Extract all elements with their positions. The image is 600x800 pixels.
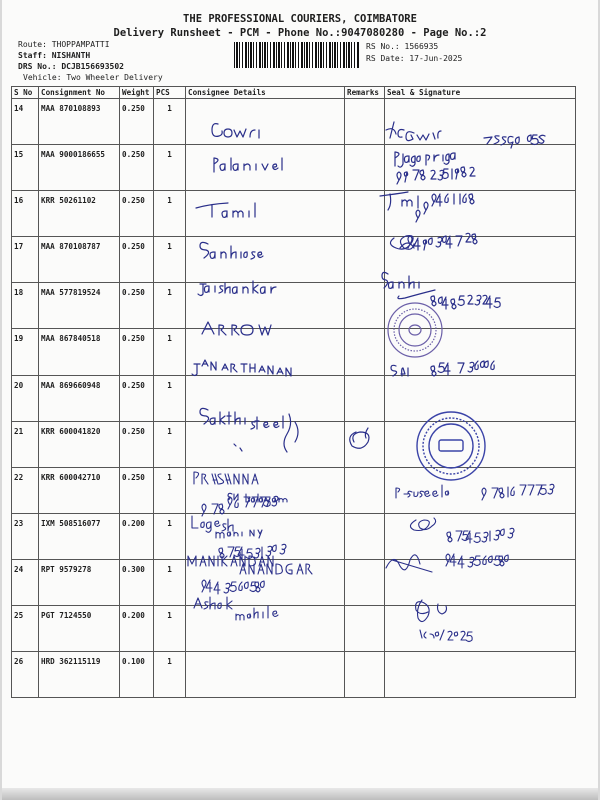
consignment-cell: MAA 9000186655 <box>39 145 120 191</box>
weight-cell: 0.250 <box>120 375 154 421</box>
pcs-cell: 1 <box>154 606 186 652</box>
sno-cell: 17 <box>12 237 39 283</box>
consignee-cell <box>186 513 345 559</box>
consignee-cell <box>186 283 345 329</box>
signature-cell <box>385 329 576 375</box>
consignment-cell: MAA 870108893 <box>39 99 120 145</box>
signature-cell <box>385 559 576 605</box>
weight-cell: 0.250 <box>120 329 154 375</box>
signature-cell <box>385 513 576 559</box>
sno-cell: 25 <box>12 606 39 652</box>
signature-cell <box>385 237 576 283</box>
consignee-cell <box>186 329 345 375</box>
rs-number: RS No.: 1566935 <box>366 42 439 51</box>
weight-cell: 0.250 <box>120 421 154 467</box>
col-remarks: Remarks <box>345 87 385 99</box>
consignment-cell: KRR 600042710 <box>39 467 120 513</box>
sno-cell: 16 <box>12 191 39 237</box>
sno-cell: 26 <box>12 652 39 698</box>
consignee-cell <box>186 191 345 237</box>
remarks-cell <box>345 652 385 698</box>
table-row <box>12 191 576 237</box>
pcs-cell: 1 <box>154 329 186 375</box>
consignment-cell: IXM 508516077 <box>39 513 120 559</box>
runsheet-page <box>2 0 598 800</box>
table-row <box>12 467 576 513</box>
weight-cell: 0.250 <box>120 145 154 191</box>
table-row <box>12 99 576 145</box>
sno-cell: 19 <box>12 329 39 375</box>
table-header-row <box>12 87 576 99</box>
remarks-cell <box>345 606 385 652</box>
col-signature: Seal & Signature <box>385 87 576 99</box>
weight-cell: 0.200 <box>120 606 154 652</box>
weight-cell: 0.300 <box>120 559 154 605</box>
staff-field: Staff: NISHANTH <box>18 51 91 60</box>
weight-cell: 0.100 <box>120 652 154 698</box>
signature-cell <box>385 375 576 421</box>
pcs-cell: 1 <box>154 237 186 283</box>
col-consignee: Consignee Details <box>186 87 345 99</box>
consignee-cell <box>186 375 345 421</box>
table-row <box>12 606 576 652</box>
remarks-cell <box>345 99 385 145</box>
table-row <box>12 329 576 375</box>
consignment-cell: MAA 870108787 <box>39 237 120 283</box>
consignment-cell: MAA 869660948 <box>39 375 120 421</box>
weight-cell: 0.250 <box>120 283 154 329</box>
col-consignment: Consignment No <box>39 87 120 99</box>
weight-cell: 0.250 <box>120 99 154 145</box>
consignee-cell <box>186 99 345 145</box>
remarks-cell <box>345 283 385 329</box>
pcs-cell: 1 <box>154 283 186 329</box>
consignee-cell <box>186 145 345 191</box>
col-weight: Weight <box>120 87 154 99</box>
consignment-cell: MAA 577819524 <box>39 283 120 329</box>
runsheet-table <box>11 86 576 698</box>
signature-cell <box>385 145 576 191</box>
sno-cell: 24 <box>12 559 39 605</box>
table-row <box>12 375 576 421</box>
pcs-cell: 1 <box>154 652 186 698</box>
runsheet-subtitle: Delivery Runsheet - PCM - Phone No.:9047080280 - Page No.:2 <box>113 27 487 39</box>
consignment-cell: MAA 867840518 <box>39 329 120 375</box>
sno-cell: 22 <box>12 467 39 513</box>
pcs-cell: 1 <box>154 145 186 191</box>
consignee-cell <box>186 606 345 652</box>
sno-cell: 14 <box>12 99 39 145</box>
pcs-cell: 1 <box>154 513 186 559</box>
consignee-cell <box>186 421 345 467</box>
table-row <box>12 652 576 698</box>
table-row <box>12 283 576 329</box>
weight-cell: 0.250 <box>120 191 154 237</box>
signature-cell <box>385 421 576 467</box>
scan-bottom-edge <box>2 788 598 800</box>
consignee-cell <box>186 652 345 698</box>
remarks-cell <box>345 145 385 191</box>
barcode <box>234 42 359 68</box>
consignment-cell: RPT 9579278 <box>39 559 120 605</box>
remarks-cell <box>345 467 385 513</box>
weight-cell: 0.250 <box>120 467 154 513</box>
rs-date: RS Date: 17-Jun-2025 <box>366 54 463 63</box>
vehicle-field: Vehicle: Two Wheeler Delivery <box>23 73 163 82</box>
weight-cell: 0.200 <box>120 513 154 559</box>
sno-cell: 18 <box>12 283 39 329</box>
remarks-cell <box>345 513 385 559</box>
sno-cell: 15 <box>12 145 39 191</box>
pcs-cell: 1 <box>154 191 186 237</box>
signature-cell <box>385 467 576 513</box>
table-row <box>12 513 576 559</box>
col-pcs: PCS <box>154 87 186 99</box>
route-field: Route: THOPPAMPATTI <box>18 40 110 49</box>
pcs-cell: 1 <box>154 375 186 421</box>
remarks-cell <box>345 559 385 605</box>
consignment-cell: KRR 600041820 <box>39 421 120 467</box>
remarks-cell <box>345 329 385 375</box>
company-title: THE PROFESSIONAL COURIERS, COIMBATORE <box>183 13 417 25</box>
weight-cell: 0.250 <box>120 237 154 283</box>
table-row <box>12 145 576 191</box>
table-row <box>12 237 576 283</box>
consignment-cell: HRD 362115119 <box>39 652 120 698</box>
sno-cell: 21 <box>12 421 39 467</box>
remarks-cell <box>345 421 385 467</box>
consignee-cell <box>186 467 345 513</box>
pcs-cell: 1 <box>154 421 186 467</box>
consignment-cell: KRR 50261102 <box>39 191 120 237</box>
pcs-cell: 1 <box>154 559 186 605</box>
consignee-cell <box>186 559 345 605</box>
sno-cell: 23 <box>12 513 39 559</box>
signature-cell <box>385 99 576 145</box>
signature-cell <box>385 606 576 652</box>
signature-cell <box>385 652 576 698</box>
remarks-cell <box>345 191 385 237</box>
signature-cell <box>385 283 576 329</box>
consignment-cell: PGT 7124550 <box>39 606 120 652</box>
remarks-cell <box>345 375 385 421</box>
pcs-cell: 1 <box>154 467 186 513</box>
signature-cell <box>385 191 576 237</box>
consignee-cell <box>186 237 345 283</box>
remarks-cell <box>345 237 385 283</box>
table-row <box>12 559 576 605</box>
sno-cell: 20 <box>12 375 39 421</box>
drs-field: DRS No.: DCJB156693502 <box>18 62 124 71</box>
table-row <box>12 421 576 467</box>
col-sno: S No <box>12 87 39 99</box>
pcs-cell: 1 <box>154 99 186 145</box>
